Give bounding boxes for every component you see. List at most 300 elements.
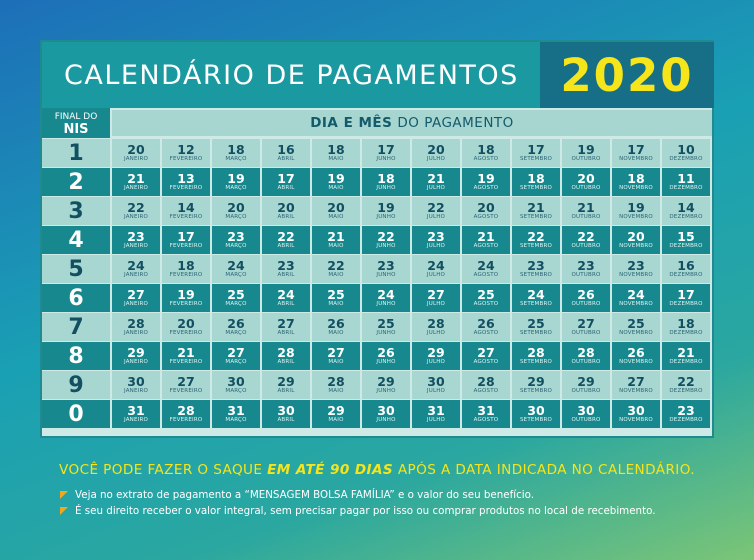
payment-date-cell — [612, 197, 660, 225]
payment-day: 22 — [577, 229, 595, 244]
payment-date-cell — [112, 371, 160, 399]
payment-date-cell — [112, 400, 160, 428]
payment-day: 17 — [627, 142, 645, 157]
payment-day: 14 — [177, 200, 195, 215]
payment-month: JUNHO — [376, 417, 396, 423]
payment-date-cell — [462, 226, 510, 254]
payment-month: JANEIRO — [123, 243, 149, 249]
header-payment-day — [112, 110, 712, 136]
payment-day: 20 — [327, 200, 345, 215]
payment-date-cell — [112, 284, 160, 312]
payment-date-cell — [462, 313, 510, 341]
payment-month: MAIO — [328, 330, 344, 336]
payment-date-cell — [662, 313, 710, 341]
payment-day: 15 — [677, 229, 695, 244]
payment-date-cell — [612, 342, 660, 370]
payment-day: 20 — [427, 142, 445, 157]
payment-day: 17 — [527, 142, 545, 157]
payment-day: 20 — [177, 316, 195, 331]
payment-day: 29 — [527, 374, 545, 389]
payment-month: OUTUBRO — [571, 156, 601, 162]
payment-date-cell — [162, 371, 210, 399]
payment-date-cell — [662, 342, 710, 370]
nis-digit: 9 — [42, 371, 110, 399]
header-final-nis — [42, 108, 110, 138]
payment-day: 24 — [377, 287, 395, 302]
payment-month: NOVEMBRO — [619, 214, 653, 220]
payment-month: AGOSTO — [473, 156, 499, 162]
payment-day: 30 — [227, 374, 245, 389]
payment-dates — [112, 255, 712, 283]
payment-date-cell — [362, 284, 410, 312]
payment-day: 28 — [127, 316, 145, 331]
payment-date-cell — [662, 197, 710, 225]
payment-month: SETEMBRO — [519, 301, 553, 307]
payment-month: JUNHO — [376, 330, 396, 336]
payment-date-cell — [112, 313, 160, 341]
payment-day: 23 — [377, 258, 395, 273]
payment-day: 18 — [327, 142, 345, 157]
payment-date-cell — [512, 139, 560, 167]
payment-day: 27 — [577, 316, 595, 331]
payment-day: 21 — [577, 200, 595, 215]
nis-row-6 — [42, 284, 712, 312]
payment-month: FEVEREIRO — [169, 243, 203, 249]
nis-digit: 7 — [42, 313, 110, 341]
payment-date-cell — [662, 284, 710, 312]
payment-month: MARÇO — [225, 243, 247, 249]
payment-date-cell — [262, 313, 310, 341]
payment-month: JULHO — [426, 388, 446, 394]
payment-month: DEZEMBRO — [669, 417, 703, 423]
payment-month: DEZEMBRO — [669, 243, 703, 249]
payment-day: 27 — [227, 345, 245, 360]
nis-digit: 6 — [42, 284, 110, 312]
payment-month: JANEIRO — [123, 272, 149, 278]
nis-row-4 — [42, 226, 712, 254]
payment-date-cell — [662, 371, 710, 399]
payment-month: AGOSTO — [473, 359, 499, 365]
payment-month: JANEIRO — [123, 301, 149, 307]
payment-date-cell — [512, 197, 560, 225]
payment-date-cell — [312, 197, 360, 225]
payment-day: 24 — [477, 258, 495, 273]
calendar-title: CALENDÁRIO DE PAGAMENTOS — [42, 42, 540, 108]
header-dia-rest: DO PAGAMENTO — [397, 115, 514, 131]
payment-date-cell — [362, 255, 410, 283]
nis-row-8 — [42, 342, 712, 370]
payment-day: 19 — [577, 142, 595, 157]
info-bullets — [60, 489, 656, 521]
payment-date-cell — [262, 284, 310, 312]
payment-day: 21 — [427, 171, 445, 186]
payment-date-cell — [162, 313, 210, 341]
payment-date-cell — [462, 400, 510, 428]
payment-month: NOVEMBRO — [619, 330, 653, 336]
payment-month: ABRIL — [277, 272, 295, 278]
payment-month: AGOSTO — [473, 272, 499, 278]
payment-day: 26 — [477, 316, 495, 331]
payment-month: MAIO — [328, 359, 344, 365]
payment-month: SETEMBRO — [519, 417, 553, 423]
payment-month: FEVEREIRO — [169, 388, 203, 394]
payment-date-cell — [512, 168, 560, 196]
payment-date-cell — [212, 371, 260, 399]
payment-day: 31 — [427, 403, 445, 418]
payment-date-cell — [562, 197, 610, 225]
payment-month: JANEIRO — [123, 214, 149, 220]
payment-day: 26 — [327, 316, 345, 331]
nis-digit: 2 — [42, 168, 110, 196]
payment-day: 17 — [277, 171, 295, 186]
payment-date-cell — [412, 255, 460, 283]
payment-day: 17 — [377, 142, 395, 157]
note-pre: VOCÊ PODE FAZER O SAQUE — [59, 462, 268, 478]
payment-month: MAIO — [328, 243, 344, 249]
payment-day: 10 — [677, 142, 695, 157]
payment-date-cell — [412, 371, 460, 399]
payment-day: 22 — [277, 229, 295, 244]
payment-day: 28 — [177, 403, 195, 418]
payment-day: 19 — [227, 171, 245, 186]
nis-digit: 1 — [42, 139, 110, 167]
payment-month: SETEMBRO — [519, 359, 553, 365]
payment-day: 30 — [377, 403, 395, 418]
payment-month: OUTUBRO — [571, 359, 601, 365]
payment-day: 24 — [227, 258, 245, 273]
bullet-item — [60, 505, 656, 517]
payment-month: NOVEMBRO — [619, 301, 653, 307]
payment-day: 25 — [377, 316, 395, 331]
payment-month: FEVEREIRO — [169, 156, 203, 162]
payment-date-cell — [162, 342, 210, 370]
payment-month: MARÇO — [225, 388, 247, 394]
payment-month: ABRIL — [277, 214, 295, 220]
payment-month: OUTUBRO — [571, 272, 601, 278]
payment-month: ABRIL — [277, 417, 295, 423]
payment-month: JANEIRO — [123, 388, 149, 394]
payment-month: DEZEMBRO — [669, 214, 703, 220]
nis-row-5 — [42, 255, 712, 283]
payment-date-cell — [612, 400, 660, 428]
payment-month: MAIO — [328, 388, 344, 394]
payment-month: DEZEMBRO — [669, 359, 703, 365]
payment-day: 21 — [127, 171, 145, 186]
payment-day: 29 — [577, 374, 595, 389]
payment-day: 20 — [277, 200, 295, 215]
payment-date-cell — [562, 139, 610, 167]
payment-day: 31 — [127, 403, 145, 418]
payment-date-cell — [462, 197, 510, 225]
payment-date-cell — [562, 226, 610, 254]
payment-date-cell — [112, 226, 160, 254]
payment-day: 23 — [627, 258, 645, 273]
payment-day: 22 — [377, 229, 395, 244]
payment-date-cell — [562, 371, 610, 399]
payment-month: MAIO — [328, 214, 344, 220]
payment-date-cell — [312, 400, 360, 428]
payment-month: FEVEREIRO — [169, 301, 203, 307]
payment-month: JUNHO — [376, 388, 396, 394]
payment-month: AGOSTO — [473, 301, 499, 307]
payment-day: 27 — [477, 345, 495, 360]
payment-date-cell — [662, 255, 710, 283]
payment-date-cell — [262, 139, 310, 167]
payment-day: 20 — [627, 229, 645, 244]
payment-dates — [112, 342, 712, 370]
nis-row-0 — [42, 400, 712, 428]
payment-month: OUTUBRO — [571, 243, 601, 249]
payment-month: NOVEMBRO — [619, 185, 653, 191]
payment-month: OUTUBRO — [571, 417, 601, 423]
payment-date-cell — [162, 400, 210, 428]
payment-month: MARÇO — [225, 185, 247, 191]
payment-day: 17 — [677, 287, 695, 302]
payment-date-cell — [512, 226, 560, 254]
payment-month: JULHO — [426, 156, 446, 162]
payment-day: 29 — [327, 403, 345, 418]
payment-day: 21 — [177, 345, 195, 360]
payment-month: FEVEREIRO — [169, 417, 203, 423]
payment-date-cell — [562, 342, 610, 370]
payment-day: 20 — [227, 200, 245, 215]
payment-month: MAIO — [328, 301, 344, 307]
payment-month: JULHO — [426, 417, 446, 423]
payment-month: JANEIRO — [123, 156, 149, 162]
payment-day: 19 — [377, 200, 395, 215]
payment-day: 30 — [577, 403, 595, 418]
payment-month: OUTUBRO — [571, 185, 601, 191]
payment-day: 22 — [677, 374, 695, 389]
payment-month: ABRIL — [277, 185, 295, 191]
payment-month: SETEMBRO — [519, 156, 553, 162]
payment-day: 18 — [177, 258, 195, 273]
withdraw-note — [0, 462, 754, 478]
payment-day: 19 — [327, 171, 345, 186]
payment-month: ABRIL — [277, 301, 295, 307]
payment-date-cell — [212, 284, 260, 312]
payment-month: JANEIRO — [123, 359, 149, 365]
payment-date-cell — [212, 168, 260, 196]
payment-day: 27 — [177, 374, 195, 389]
payment-month: FEVEREIRO — [169, 185, 203, 191]
payment-dates — [112, 226, 712, 254]
payment-day: 27 — [277, 316, 295, 331]
payment-date-cell — [362, 400, 410, 428]
payment-month: OUTUBRO — [571, 301, 601, 307]
payment-date-cell — [262, 400, 310, 428]
payment-day: 24 — [627, 287, 645, 302]
payment-day: 23 — [677, 403, 695, 418]
payment-date-cell — [512, 342, 560, 370]
payment-day: 25 — [477, 287, 495, 302]
payment-day: 28 — [577, 345, 595, 360]
payment-date-cell — [512, 284, 560, 312]
payment-day: 18 — [227, 142, 245, 157]
note-post: APÓS A DATA INDICADA NO CALENDÁRIO. — [393, 462, 695, 478]
payment-date-cell — [562, 284, 610, 312]
payment-day: 27 — [127, 287, 145, 302]
payment-month: MARÇO — [225, 214, 247, 220]
payment-dates — [112, 313, 712, 341]
payment-date-cell — [162, 284, 210, 312]
payment-month: DEZEMBRO — [669, 156, 703, 162]
nis-digit: 3 — [42, 197, 110, 225]
payment-date-cell — [312, 168, 360, 196]
payment-day: 22 — [327, 258, 345, 273]
header-dia-bold: DIA E MÊS — [310, 115, 393, 131]
nis-row-2 — [42, 168, 712, 196]
payment-dates — [112, 139, 712, 167]
payment-date-cell — [262, 226, 310, 254]
payment-day: 21 — [477, 229, 495, 244]
payment-month: AGOSTO — [473, 417, 499, 423]
payment-date-cell — [212, 342, 260, 370]
payment-day: 23 — [277, 258, 295, 273]
payment-day: 14 — [677, 200, 695, 215]
payment-date-cell — [112, 168, 160, 196]
payment-month: ABRIL — [277, 359, 295, 365]
payment-day: 30 — [627, 403, 645, 418]
payment-dates — [112, 284, 712, 312]
payment-day: 16 — [677, 258, 695, 273]
payment-day: 18 — [677, 316, 695, 331]
payment-date-cell — [112, 342, 160, 370]
payment-date-cell — [312, 255, 360, 283]
payment-day: 26 — [227, 316, 245, 331]
payment-month: OUTUBRO — [571, 388, 601, 394]
payment-month: JANEIRO — [123, 417, 149, 423]
payment-month: JULHO — [426, 214, 446, 220]
payment-date-cell — [362, 313, 410, 341]
payment-date-cell — [112, 197, 160, 225]
payment-date-cell — [612, 226, 660, 254]
payment-date-cell — [612, 284, 660, 312]
payment-day: 19 — [627, 200, 645, 215]
payment-day: 30 — [127, 374, 145, 389]
payment-date-cell — [512, 400, 560, 428]
nis-row-9 — [42, 371, 712, 399]
nis-row-1 — [42, 139, 712, 167]
payment-month: JULHO — [426, 330, 446, 336]
payment-date-cell — [612, 168, 660, 196]
payment-day: 19 — [477, 171, 495, 186]
arrow-icon — [60, 507, 68, 515]
payment-month: NOVEMBRO — [619, 272, 653, 278]
payment-month: DEZEMBRO — [669, 272, 703, 278]
payment-day: 21 — [527, 200, 545, 215]
payment-day: 26 — [577, 287, 595, 302]
payment-day: 17 — [177, 229, 195, 244]
header-nis-top: FINAL DO — [54, 112, 98, 122]
payment-day: 23 — [577, 258, 595, 273]
payment-month: OUTUBRO — [571, 214, 601, 220]
payment-date-cell — [462, 139, 510, 167]
payment-day: 25 — [627, 316, 645, 331]
payment-date-cell — [412, 400, 460, 428]
payment-date-cell — [262, 168, 310, 196]
payment-date-cell — [662, 400, 710, 428]
payment-month: SETEMBRO — [519, 272, 553, 278]
payment-dates — [112, 168, 712, 196]
payment-month: FEVEREIRO — [169, 214, 203, 220]
nis-digit: 4 — [42, 226, 110, 254]
payment-dates — [112, 371, 712, 399]
payment-month: DEZEMBRO — [669, 388, 703, 394]
payment-date-cell — [212, 313, 260, 341]
bullet-text: Veja no extrato de pagamento a “MENSAGEM BOLSA FAMÍLIA” e o valor do seu benefício. — [75, 489, 534, 501]
payment-month: FEVEREIRO — [169, 359, 203, 365]
payment-month: JUNHO — [376, 301, 396, 307]
payment-day: 29 — [377, 374, 395, 389]
payment-date-cell — [612, 313, 660, 341]
payment-day: 28 — [327, 374, 345, 389]
payment-date-cell — [362, 226, 410, 254]
payment-month: DEZEMBRO — [669, 185, 703, 191]
nis-digit: 5 — [42, 255, 110, 283]
payment-date-cell — [312, 342, 360, 370]
payment-date-cell — [462, 342, 510, 370]
payment-day: 11 — [677, 171, 695, 186]
payment-day: 27 — [327, 345, 345, 360]
payment-month: ABRIL — [277, 156, 295, 162]
payment-month: MARÇO — [225, 359, 247, 365]
payment-date-cell — [362, 342, 410, 370]
payment-date-cell — [562, 313, 610, 341]
payment-month: JANEIRO — [123, 185, 149, 191]
arrow-icon — [60, 491, 68, 499]
payment-date-cell — [412, 226, 460, 254]
payment-day: 23 — [227, 229, 245, 244]
payment-day: 20 — [577, 171, 595, 186]
nis-digit: 0 — [42, 400, 110, 428]
payment-day: 25 — [327, 287, 345, 302]
payment-day: 21 — [327, 229, 345, 244]
note-bold: EM ATÉ 90 DIAS — [267, 462, 394, 478]
payment-month: ABRIL — [277, 243, 295, 249]
payment-month: NOVEMBRO — [619, 388, 653, 394]
payment-date-cell — [162, 197, 210, 225]
payment-month: AGOSTO — [473, 185, 499, 191]
payment-date-cell — [412, 139, 460, 167]
payment-date-cell — [612, 255, 660, 283]
payment-month: MARÇO — [225, 272, 247, 278]
payment-date-cell — [212, 139, 260, 167]
payment-month: JANEIRO — [123, 330, 149, 336]
payment-calendar-card — [40, 40, 714, 438]
payment-day: 27 — [427, 287, 445, 302]
payment-day: 18 — [377, 171, 395, 186]
payment-month: JULHO — [426, 243, 446, 249]
payment-day: 18 — [527, 171, 545, 186]
payment-month: SETEMBRO — [519, 243, 553, 249]
payment-month: AGOSTO — [473, 388, 499, 394]
payment-day: 12 — [177, 142, 195, 157]
payment-month: FEVEREIRO — [169, 330, 203, 336]
nis-digit: 8 — [42, 342, 110, 370]
payment-date-cell — [312, 284, 360, 312]
payment-date-cell — [662, 226, 710, 254]
payment-date-cell — [362, 139, 410, 167]
payment-month: SETEMBRO — [519, 330, 553, 336]
payment-date-cell — [512, 255, 560, 283]
payment-day: 20 — [477, 200, 495, 215]
payment-day: 26 — [377, 345, 395, 360]
payment-month: JULHO — [426, 272, 446, 278]
payment-day: 31 — [477, 403, 495, 418]
bullet-text: É seu direito receber o valor integral, sem precisar pagar por isso ou comprar produtos no local de recebimento. — [75, 505, 656, 517]
payment-date-cell — [112, 139, 160, 167]
